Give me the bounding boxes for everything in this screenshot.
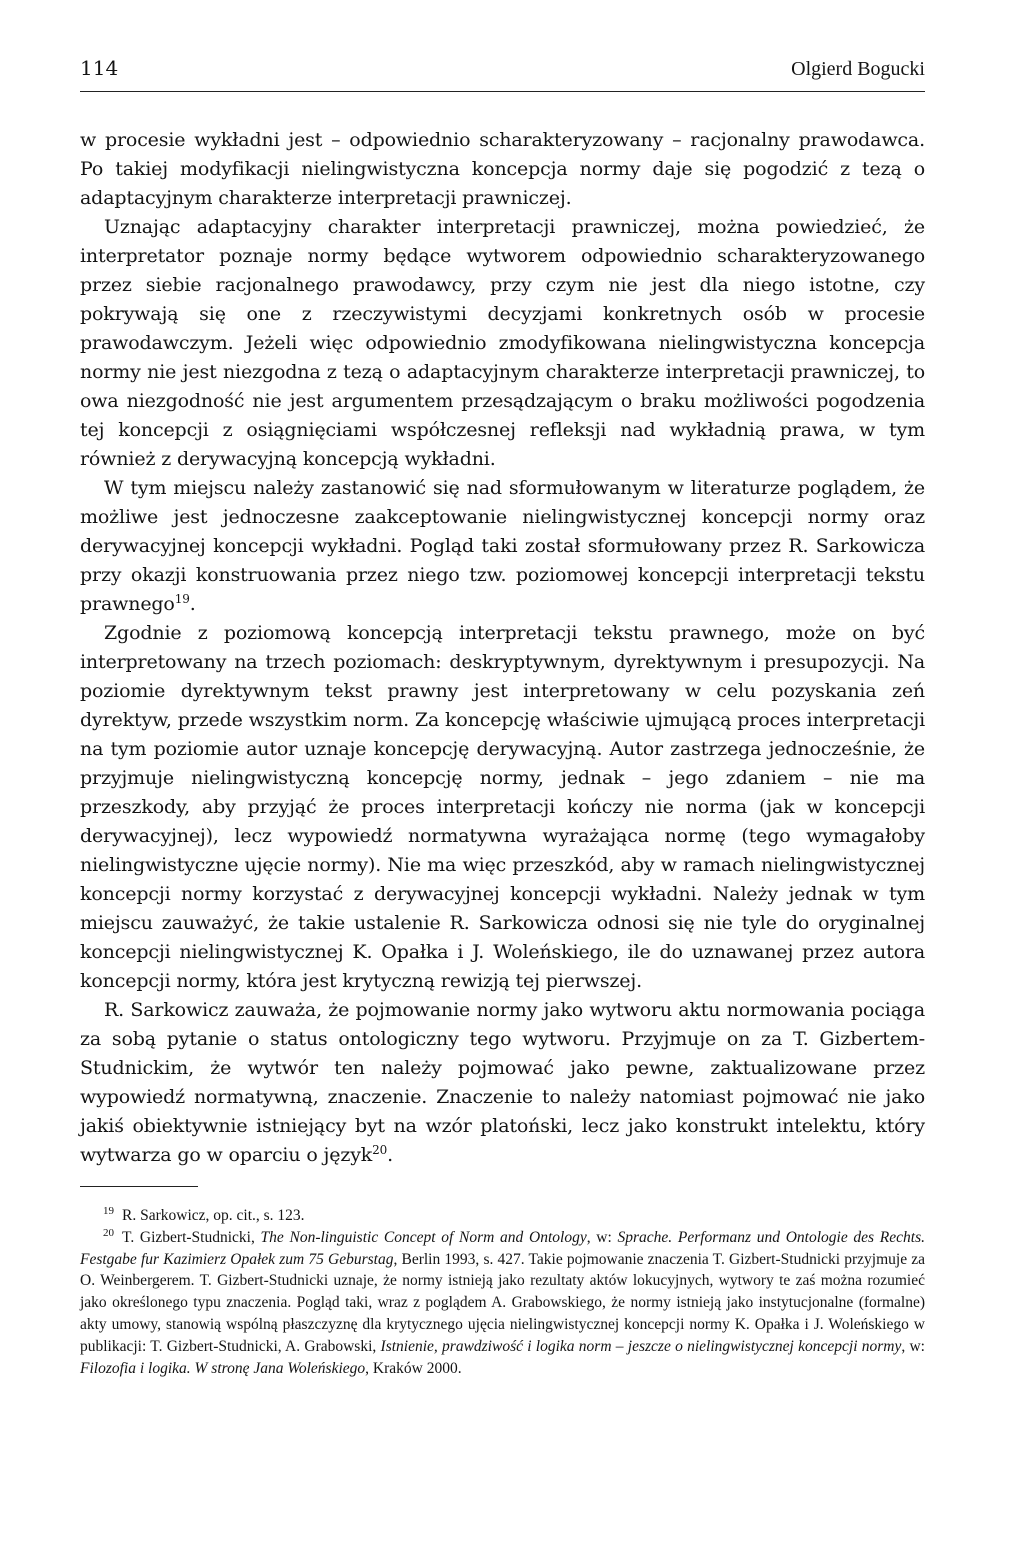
footnote-20: [80, 1227, 925, 1380]
footnote-19: [80, 1205, 925, 1227]
paragraph: [80, 996, 925, 1170]
paragraph-text: w procesie wykładni jest – odpowiednio scharakteryzowany – racjonalny prawodawca. Po takiej modyfikacji nielingwistyczna koncepcja normy daje się pogodzić z tezą o adaptacyjnym charakterze interpretacji prawniczej.: [80, 129, 925, 209]
paragraph-text: R. Sarkowicz zauważa, że pojmowanie normy jako wytworu aktu normowania pociąga za sobą pytanie o status ontologiczny tego wytworu. Przyjmuje on za T. Gizbertem-Studnickim, że wytwór ten należy pojmować jako pewne, zaktualizowane przez wypowiedź normatywną, znaczenie. Znaczenie to należy natomiast pojmować nie jako jakiś obiektywnie istniejący byt na wzór platoński, lecz jako konstrukt intelektu, który wytwarza go w oparciu o język: [80, 999, 925, 1166]
footnote-text: , w:: [901, 1337, 925, 1355]
footnote-title: The Non-linguistic Concept of Norm and Ontology: [260, 1228, 587, 1246]
paragraph-text: W tym miejscu należy zastanowić się nad sformułowanym w literaturze poglądem, że możliwe jest jednoczesne zaakceptowanie nielingwistycznej koncepcji normy oraz derywacyjnej koncepcji wykładni. Pogląd taki został sformułowany przez R. Sarkowicza przy okazji konstruowania przez niego tzw. poziomowej koncepcji interpretacji tekstu prawnego: [80, 477, 925, 615]
footnote-text: , Kraków 2000.: [365, 1359, 462, 1377]
running-header: [80, 56, 925, 92]
footnote-divider: [80, 1186, 198, 1187]
footnote-number: 20: [103, 1226, 114, 1239]
footnote-text: T. Gizbert-Studnicki,: [122, 1228, 261, 1246]
footnote-text: , w:: [586, 1228, 618, 1246]
page: [80, 56, 925, 1379]
footnote-ref-19[interactable]: 19: [174, 592, 190, 606]
footnote-text: R. Sarkowicz, op. cit., s. 123.: [122, 1207, 305, 1224]
paragraph-tail: .: [387, 1144, 394, 1166]
footnotes: [80, 1205, 925, 1379]
footnote-title: Sprache. Performanz und Ontologie des Rechts. Festgabe fur Kazimierz Opałek zum 75 Geburstag: [80, 1228, 925, 1268]
footnote-title: Filozofia i logika. W stronę Jana Woleńskiego: [80, 1359, 366, 1377]
paragraph-tail: .: [189, 593, 196, 615]
footnote-title: Istnienie, prawdziwość i logika norm – jeszcze o nielingwistycznej koncepcji normy: [380, 1337, 902, 1355]
footnote-text: , Berlin 1993, s. 427. Takie pojmowanie znaczenia T. Gizbert-Studnicki przyjmuje za O. Weinbergerem. T. Gizbert-Studnicki uznaje, że normy istnieją jako rezultaty aktów lokucyjnych, wytwory te zaś można rozumieć jako określonego typu znaczenia. Pogląd taki, wraz z poglądem A. Grabowskiego, że normy istnieją jako instytucjonalne (formalne) akty umowy, stanowią wspólną płaszczyznę dla krytycznego ujęcia nielingwistycznej koncepcji normy K. Opałka i J. Woleńskiego w publikacji: T. Gizbert-Studnicki, A. Grabowski,: [80, 1250, 925, 1355]
running-head-author: Olgierd Bogucki: [791, 58, 925, 80]
paragraph: [80, 126, 925, 213]
footnote-ref-20[interactable]: 20: [372, 1143, 388, 1157]
body-text: [80, 126, 925, 1170]
paragraph-text: Uznając adaptacyjny charakter interpretacji prawniczej, można powiedzieć, że interpretator poznaje normy będące wytworem odpowiednio scharakteryzowanego przez siebie racjonalnego prawodawcy, przy czym nie jest dla niego istotne, czy pokrywają się one z rzeczywistymi decyzjami konkretnych osób w procesie prawodawczym. Jeżeli więc odpowiednio zmodyfikowana nielingwistyczna koncepcja normy nie jest niezgodna z tezą o adaptacyjnym charakterze interpretacji prawniczej, to owa niezgodność nie jest argumentem przesądzającym o braku możliwości pogodzenia tej koncepcji z osiągnięciami współczesnej refleksji nad wykładnią prawa, w tym również z derywacyjną koncepcją wykładni.: [80, 216, 925, 470]
page-number: 114: [80, 56, 119, 80]
paragraph: [80, 474, 925, 619]
paragraph-text: Zgodnie z poziomową koncepcją interpretacji tekstu prawnego, może on być interpretowany na trzech poziomach: deskryptywnym, dyrektywnym i presupozycji. Na poziomie dyrektywnym tekst prawny jest interpretowany w celu pozyskania zeń dyrektyw, przede wszystkim norm. Za koncepcję właściwie ujmującą proces interpretacji na tym poziomie autor uznaje koncepcję derywacyjną. Autor zastrzega jednocześnie, że przyjmuje nielingwistyczną koncepcję normy, jednak – jego zdaniem – nie ma przeszkody, aby przyjąć że proces interpretacji kończy nie norma (jak w koncepcji derywacyjnej), lecz wypowiedź normatywna wyrażająca normę (tego wymagałoby nielingwistyczne ujęcie normy). Nie ma więc przeszkód, aby w ramach nielingwistycznej koncepcji normy korzystać z derywacyjnej koncepcji wykładni. Należy jednak w tym miejscu zauważyć, że takie ustalenie R. Sarkowicza odnosi się nie tyle do oryginalnej koncepcji nielingwistycznej K. Opałka i J. Woleńskiego, ile do uznawanej przez autora koncepcji normy, która jest krytyczną rewizją tej pierwszej.: [80, 622, 925, 992]
paragraph: [80, 213, 925, 474]
paragraph: [80, 619, 925, 996]
footnote-number: 19: [103, 1205, 114, 1217]
